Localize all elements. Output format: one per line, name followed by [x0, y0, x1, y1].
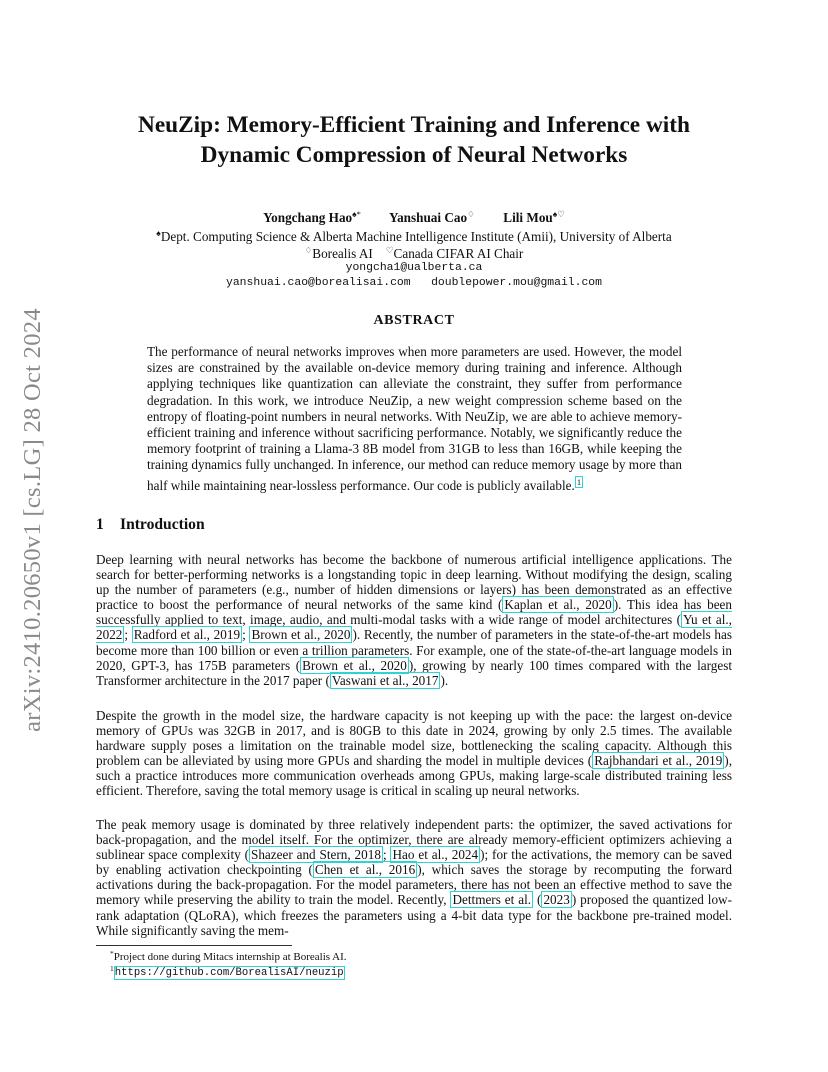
affiliation-text: Dept. Computing Science & Alberta Machine Intelligence Institute (Amii), University of Alberta	[160, 229, 672, 244]
author-marks: ♠♡	[552, 209, 565, 219]
body-text: ). Recently, the number of parameters in the state-of-the-art models has become more than 100 billion or even a trillion parameters. For example, one of the state-of-the-art language models in 2020, GPT-3, has 175B parameters (	[96, 627, 733, 673]
abstract-body	[147, 344, 682, 494]
title-line-2: Dynamic Compression of Neural Networks	[200, 142, 628, 168]
footnote-2	[110, 964, 345, 979]
footnote-1	[110, 949, 347, 963]
author-marks: ♠*	[352, 209, 361, 219]
paper-title	[96, 110, 732, 170]
body-text: Despite the growth in the model size, the hardware capacity is not keeping up with the pace: the largest on-device memory of GPUs was 32GB in 2017, and is 80GB to this date in 2024, growing by only 2.5 times. The available hardware supply poses a limitation on the trainable model size, bottlenecking the scaling capacity. Although this problem can be alleviated by using more GPUs and sharding the model in multiple devices (	[96, 708, 732, 769]
affiliation-line-2	[96, 245, 732, 262]
email-line-1: yongcha1@ualberta.ca	[345, 262, 483, 274]
body-text: Deep learning with neural networks has become the backbone of numerous artificial intelligence applications. The search for better-performing networks is a longstanding topic in deep learning. Without modifying the design, scaling up the number of parameters (e.g., number of hidden dimensions or layers) has been demonstrated as an effective practice to boost the performance of neural networks of the same kind (	[96, 552, 732, 613]
author-list	[96, 209, 732, 226]
arxiv-side-stamp	[16, 300, 50, 740]
email-line-2: yanshuai.cao@borealisai.com doublepower.mou@gmail.com	[226, 277, 602, 289]
citation-link[interactable]: Yu et al., 2022	[96, 612, 732, 643]
section-title: Introduction	[120, 516, 205, 533]
footnote-text: Project done during Mitacs internship at Borealis AI.	[113, 951, 347, 963]
body-text: ). This idea has been successfully applied to text, image, audio, and multi-modal tasks with a wide range of model architectures (	[96, 597, 732, 628]
citation-link[interactable]: Chen et al., 2016	[314, 862, 416, 878]
author-marks: ♢	[467, 209, 475, 219]
body-text: ), growing by nearly 100 times compared with the largest Transformer architecture in the 2017 paper (	[96, 657, 732, 688]
paragraph-1	[96, 552, 732, 688]
section-heading	[96, 516, 205, 534]
author-name: Yongchang Hao	[263, 210, 353, 225]
arxiv-id-text: arXiv:2410.20650v1 [cs.LG] 28 Oct 2024	[19, 308, 46, 732]
citation-link[interactable]: Shazeer and Stern, 2018	[251, 847, 381, 863]
paragraph-2	[96, 708, 732, 799]
citation-link[interactable]: Vaswani et al., 2017	[331, 672, 439, 688]
section-number: 1	[96, 516, 104, 533]
affiliation-text: Canada CIFAR AI Chair	[393, 246, 524, 261]
body-text: ), such a practice introduces more communication overheads among GPUs, making large-scale distributed training less efficient. Therefore, saving the total memory usage is critical in scaling up neural networks.	[96, 753, 732, 799]
citation-link[interactable]: Kaplan et al., 2020	[504, 597, 612, 613]
body-text: ;	[242, 627, 250, 643]
affiliation-mark: ♢	[304, 245, 313, 255]
footnote-mark: 1	[110, 964, 114, 973]
body-text: ), which saves the storage by recomputing the forward activations during the back-propagation. For the model parameters, there has not been an effective method to save the memory while preserving the ability to train the model. Recently,	[96, 862, 732, 908]
citation-link[interactable]: Rajbhandari et al., 2019	[594, 753, 723, 769]
citation-link[interactable]: Radford et al., 2019	[133, 627, 241, 643]
footnote-mark: *	[110, 949, 114, 958]
citation-link[interactable]: Hao et al., 2024	[392, 847, 479, 863]
affiliation-text: Borealis AI	[312, 246, 373, 261]
body-text: The peak memory usage is dominated by three relatively independent parts: the optimizer, the saved activations for back-propagation, and the model itself. For the optimizer, there are already memory-efficient optimizers achieving a sublinear space complexity (	[96, 817, 732, 863]
abstract-text: The performance of neural networks improves when more parameters are used. However, the model sizes are constrained by the available on-device memory during training and inference. Although applying techniques like quantization can alleviate the constraint, they suffer from performance degradation. In this work, we introduce NeuZip, a new weight compression scheme based on the entropy of floating-point numbers in neural networks. With NeuZip, we are able to achieve memory-efficient training and inference without sacrificing performance. Notably, we significantly reduce the memory footprint of training a Llama-3 8B model from 31GB to less than 16GB, while keeping the training dynamics fully unchanged. In inference, our method can reduce memory usage by more than half while maintaining near-lossless performance. Our code is publicly available.	[147, 344, 682, 493]
citation-link[interactable]: 2023	[543, 892, 570, 908]
citation-link[interactable]: Brown et al., 2020	[302, 657, 407, 673]
body-text: ;	[124, 627, 132, 643]
citation-link[interactable]: Brown et al., 2020	[251, 627, 351, 643]
body-text: ;	[382, 847, 391, 863]
footnote-ref[interactable]: 1	[576, 476, 582, 487]
author-name: Lili Mou	[503, 210, 553, 225]
abstract-heading: ABSTRACT	[373, 313, 455, 328]
body-text: ); for the activations, the memory can be saved by enabling activation checkpointing (	[96, 847, 732, 878]
affiliation-line-1	[96, 228, 732, 245]
body-text: ).	[440, 672, 449, 688]
body-text: ) proposed the quantized low-rank adaptation (QLoRA), which freezes the parameters using a 4-bit data type for the backbone pre-trained model. While significantly saving the mem-	[96, 892, 732, 938]
footnote-rule	[96, 945, 292, 946]
affiliation-mark: ♠	[156, 228, 161, 238]
author-name: Yanshuai Cao	[389, 210, 468, 225]
citation-link[interactable]: Dettmers et al.	[452, 892, 532, 908]
repository-link[interactable]: https://github.com/BorealisAI/neuzip	[114, 967, 344, 979]
title-line-1: NeuZip: Memory-Efficient Training and Inference with	[138, 112, 690, 138]
paragraph-3	[96, 817, 732, 938]
affiliation-mark: ♡	[385, 245, 394, 255]
body-text: (	[533, 892, 542, 908]
